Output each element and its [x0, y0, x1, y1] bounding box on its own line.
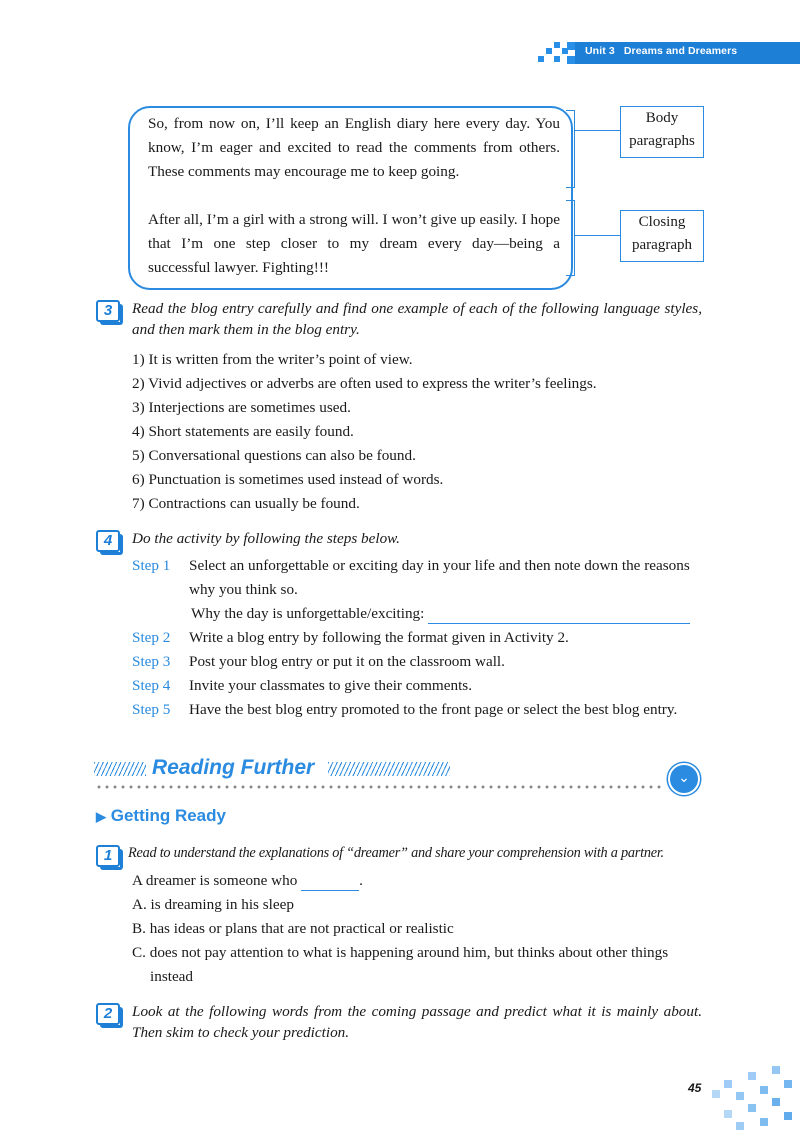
dotted-divider — [95, 785, 663, 789]
step-2: Step 2 Write a blog entry by following the format given in Activity 2. — [132, 629, 569, 646]
list-item: 5) Conversational questions can also be found. — [132, 447, 416, 464]
step-3: Step 3 Post your blog entry or put it on the classroom wall. — [132, 653, 505, 670]
body-bracket — [566, 110, 575, 188]
activity-3-instruction: Read the blog entry carefully and find one example of each of the following language styles, and then mark them in the blog entry. — [132, 300, 702, 338]
chevron-down-icon[interactable]: ⌄ — [668, 763, 700, 795]
step-4: Step 4 Invite your classmates to give their comments. — [132, 677, 473, 694]
activity-4-instruction: Do the activity by following the steps below. — [132, 530, 400, 547]
option-b: B. has ideas or plans that are not practical or realistic — [132, 920, 454, 937]
title-hatch-right — [328, 762, 450, 776]
option-a: A. is dreaming in his sleep — [132, 896, 294, 913]
reading-further-title: Reading Further — [152, 756, 315, 779]
rf-activity-2-instruction: Look at the following words from the coming passage and predict what it is mainly about. Then skim to check your prediction. — [132, 1003, 702, 1041]
step-5: Step 5 Have the best blog entry promoted to the front page or select the best blog entry. — [132, 701, 678, 718]
rf-activity-1-badge: 1 — [96, 845, 120, 867]
list-item: 3) Interjections are sometimes used. — [132, 399, 351, 416]
why-line: Why the day is unforgettable/exciting: — [191, 605, 690, 624]
list-item: 2) Vivid adjectives or adverbs are often used to express the writer’s feelings. — [132, 375, 597, 392]
activity-4-badge: 4 — [96, 530, 120, 552]
getting-ready-heading: ▶ Getting Ready — [96, 806, 226, 825]
blog-paragraph-closing: After all, I’m a girl with a strong will. I won’t give up easily. I hope that I’m one step closer to my dream every day—being a successful lawyer. Fighting!!! — [148, 211, 560, 276]
rf-activity-2-badge: 2 — [96, 1003, 120, 1025]
triangle-right-icon: ▶ — [96, 809, 106, 824]
blog-paragraph-body: So, from now on, I’ll keep an English diary here every day. You know, I’m eager and excited to read the comments from others. These comments may encourage me to keep going. — [148, 115, 560, 180]
step-1: Step 1 Select an unforgettable or exciting day in your life and then note down the reasons — [132, 557, 690, 574]
list-item: 1) It is written from the writer’s point of view. — [132, 351, 413, 368]
list-item: 7) Contractions can usually be found. — [132, 495, 360, 512]
step-1-continued: why you think so. — [189, 581, 298, 598]
option-c: C. does not pay attention to what is happening around him, but thinks about other things — [132, 944, 669, 961]
closing-bracket — [566, 200, 575, 276]
body-paragraphs-label: Body paragraphs — [620, 106, 704, 158]
answer-blank[interactable] — [428, 605, 690, 624]
option-c-continued: instead — [150, 968, 194, 985]
list-item: 4) Short statements are easily found. — [132, 423, 354, 440]
page-number: 45 — [688, 1081, 702, 1095]
title-hatch-left — [94, 762, 146, 776]
list-item: 6) Punctuation is sometimes used instead of words. — [132, 471, 444, 488]
closing-paragraph-label: Closing paragraph — [620, 210, 704, 262]
answer-blank[interactable] — [301, 872, 359, 891]
activity-3-badge: 3 — [96, 300, 120, 322]
definition-stem: A dreamer is someone who . — [132, 872, 363, 889]
rf-activity-1-instruction: Read to understand the explanations of “dreamer” and share your comprehension with a partner. — [128, 845, 664, 861]
unit-title: Unit 3 Dreams and Dreamers — [585, 45, 738, 57]
